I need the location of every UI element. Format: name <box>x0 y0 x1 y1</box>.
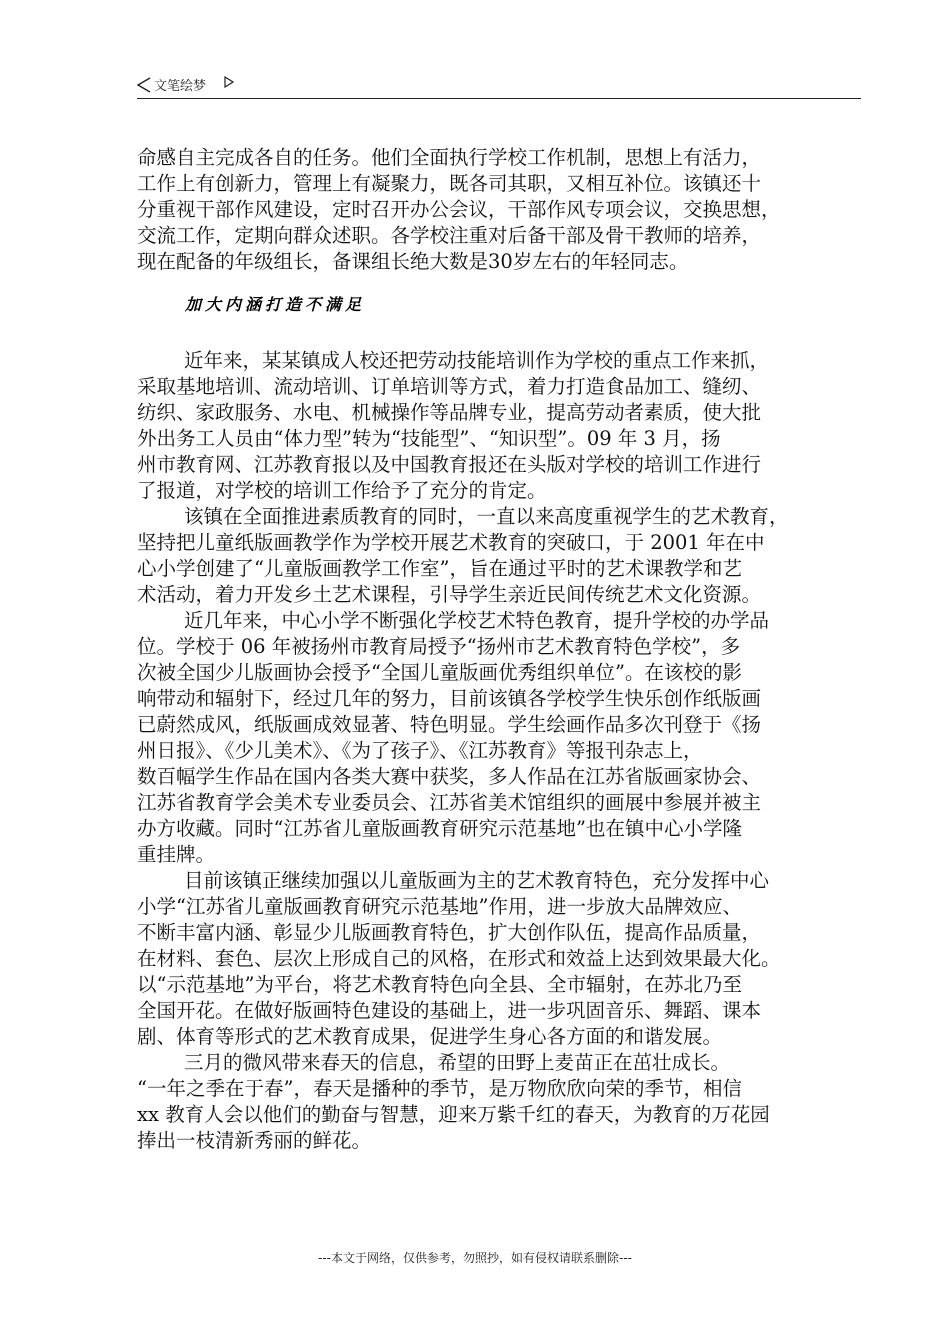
text-line: 分重视干部作风建设，定时召开办公会议，干部作风专项会议，交换思想， <box>137 198 781 221</box>
text-line: 了报道，对学校的培训工作给予了充分的肯定。 <box>137 479 547 502</box>
text-line: 不断丰富内涵、彰显少儿版画教育特色，扩大创作队伍，提高作品质量， <box>137 921 762 944</box>
text-line: 现在配备的年级组长，备课组长绝大数是30岁左右的年轻同志。 <box>137 250 689 273</box>
paragraph <box>137 1050 872 1154</box>
text-line: 该镇在全面推进素质教育的同时，一直以来高度重视学生的艺术教育， <box>184 505 789 528</box>
text-line: 近几年来，中心小学不断强化学校艺术特色教育，提升学校的办学品 <box>184 609 770 632</box>
text-line: 近年来，某某镇成人校还把劳动技能培训作为学校的重点工作来抓， <box>184 349 770 372</box>
triangle-right-icon <box>224 76 234 88</box>
intro-text <box>137 145 867 275</box>
text-line: 坚持把儿童纸版画教学作为学校开展艺术教育的突破口，于 2001 年在中 <box>137 531 765 554</box>
text-line: 全国开花。在做好版画特色建设的基础上，进一步巩固音乐、舞蹈、课本 <box>137 999 762 1022</box>
page-footer: ---本文于网络，仅供参考，勿照抄，如有侵权请联系删除--- <box>318 1251 632 1265</box>
text-line: 数百幅学生作品在国内各类大赛中获奖，多人作品在江苏省版画家协会、 <box>137 765 762 788</box>
paragraph <box>137 608 872 868</box>
text-line: 重挂牌。 <box>137 843 216 866</box>
page-header <box>137 74 861 99</box>
section-heading: 加大内涵打造不满足 <box>185 295 366 314</box>
text-line: 三月的微风带来春天的信息，希望的田野上麦苗正在茁壮成长。 <box>184 1051 731 1074</box>
text-line: 剧、体育等形式的艺术教育成果，促进学生身心各方面的和谐发展。 <box>137 1025 723 1048</box>
text-line: 交流工作，定期向群众述职。各学校注重对后备干部及骨干教师的培养， <box>137 224 762 247</box>
text-line: 办方收藏。同时“江苏省儿童版画教育研究示范基地”也在镇中心小学隆 <box>137 817 742 840</box>
text-line: 次被全国少儿版画协会授予“全国儿童版画优秀组织单位”。在该校的影 <box>137 661 742 684</box>
text-line: 心小学创建了“儿童版画教学工作室”，旨在通过平时的艺术课教学和艺 <box>137 557 742 580</box>
text-line: 已蔚然成风，纸版画成效显著、特色明显。学生绘画作品多次刊登于《扬 <box>137 713 762 736</box>
text-line: 捧出一枝清新秀丽的鲜花。 <box>137 1129 372 1152</box>
text-line: 江苏省教育学会美术专业委员会、江苏省美术馆组织的画展中参展并被主 <box>137 791 762 814</box>
paragraph <box>137 348 872 504</box>
text-line: 工作上有创新力，管理上有凝聚力，既各司其职，又相互补位。该镇还十 <box>137 172 762 195</box>
text-line: “一年之季在于春”，春天是播种的季节，是万物欣欣向荣的季节，相信 <box>137 1077 742 1100</box>
header-title: 文笔绘梦 <box>154 79 207 94</box>
text-line: 小学“江苏省儿童版画教育研究示范基地”作用，进一步放大品牌效应、 <box>137 895 742 918</box>
text-line: xx 教育人会以他们的勤奋与智慧，迎来万紫千红的春天，为教育的万花园 <box>137 1103 770 1126</box>
text-line: 外出务工人员由“体力型”转为“技能型”、“知识型”。09 年 3 月，扬 <box>137 427 721 450</box>
text-line: 以“示范基地”为平台，将艺术教育特色向全县、全市辐射，在苏北乃至 <box>137 973 742 996</box>
paragraph <box>137 868 872 1050</box>
text-line: 纺织、家政服务、水电、机械操作等品牌专业，提高劳动者素质，使大批 <box>137 401 762 424</box>
text-line: 命感自主完成各自的任务。他们全面执行学校工作机制，思想上有活力， <box>137 146 762 169</box>
text-line: 术活动，着力开发乡土艺术课程，引导学生亲近民间传统艺术文化资源。 <box>137 583 762 606</box>
triangle-left-icon <box>137 77 151 93</box>
article-body <box>137 348 872 1154</box>
text-line: 州市教育网、江苏教育报以及中国教育报还在头版对学校的培训工作进行 <box>137 453 762 476</box>
text-line: 在材料、套色、层次上形成自己的风格，在形式和效益上达到效果最大化。 <box>137 947 781 970</box>
paragraph <box>137 504 872 608</box>
text-line: 采取基地培训、流动培训、订单培训等方式，着力打造食品加工、缝纫、 <box>137 375 762 398</box>
text-line: 位。学校于 06 年被扬州市教育局授予“扬州市艺术教育特色学校”，多 <box>137 635 741 658</box>
text-line: 州日报》、《少儿美术》、《为了孩子》、《江苏教育》等报刊杂志上， <box>137 739 703 762</box>
text-line: 响带动和辐射下，经过几年的努力，目前该镇各学校学生快乐创作纸版画 <box>137 687 762 710</box>
text-line: 目前该镇正继续加强以儿童版画为主的艺术教育特色，充分发挥中心 <box>184 869 770 892</box>
